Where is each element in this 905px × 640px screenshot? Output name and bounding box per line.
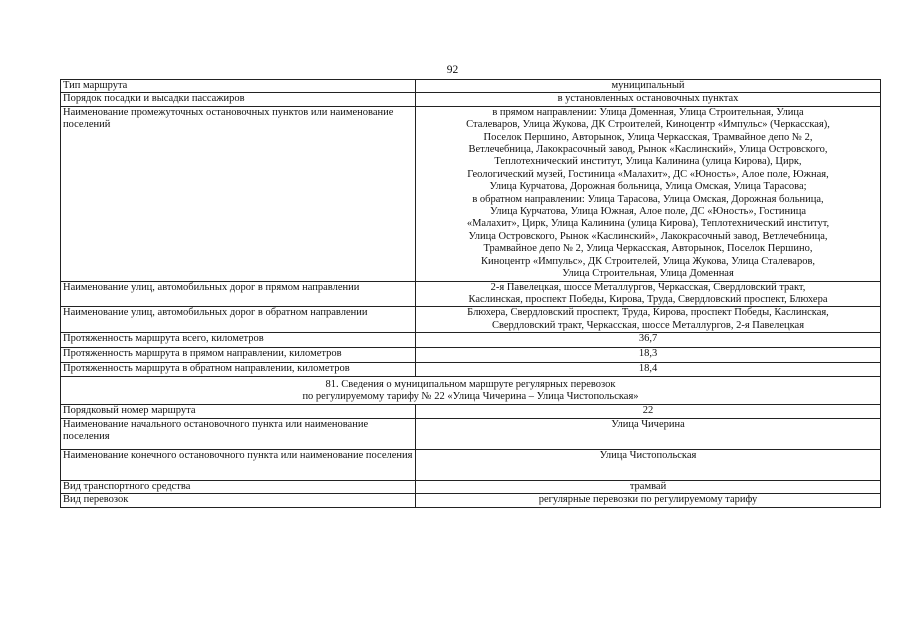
vehicle-type-label: Вид транспортного средства bbox=[61, 480, 416, 493]
table-row-vehicle-type bbox=[61, 480, 881, 493]
table-row-start-stop bbox=[61, 418, 881, 449]
table-row-end-stop bbox=[61, 449, 881, 480]
length-forward-label: Протяженность маршрута в прямом направлении, километров bbox=[61, 348, 416, 363]
streets-forward-line: Каслинская, проспект Победы, Кирова, Труда, Свердловский проспект, Блюхера bbox=[468, 293, 828, 305]
table-row-route-number bbox=[61, 405, 881, 418]
table-row-route-type bbox=[61, 80, 881, 93]
streets-forward-line: 2-я Павелецкая, шоссе Металлургов, Черкасская, Свердловский тракт, bbox=[490, 281, 806, 293]
table-row-streets-forward bbox=[61, 281, 881, 307]
transport-type-label: Вид перевозок bbox=[61, 494, 416, 507]
section-heading-line: по регулируемому тарифу № 22 «Улица Чичерина – Улица Чистопольская» bbox=[302, 390, 639, 402]
route-type-value: муниципальный bbox=[416, 80, 881, 93]
length-total-value: 36,7 bbox=[416, 333, 881, 348]
route-number-label: Порядковый номер маршрута bbox=[61, 405, 416, 418]
stops-line: «Малахит», Цирк, Улица Калинина (улица Кирова), Теплотехнический институт, bbox=[466, 218, 830, 230]
section-heading-line: 81. Сведения о муниципальном маршруте регулярных перевозок bbox=[325, 378, 616, 390]
stops-line: Геологический музей, Гостиница «Малахит», ДС «Юность», Алое поле, Южная, bbox=[467, 168, 829, 180]
table-row-length-total bbox=[61, 333, 881, 348]
stops-line: Киноцентр «Импульс», ДК Строителей, Улица Жукова, Улица Сталеваров, bbox=[480, 255, 816, 267]
table-row-length-forward bbox=[61, 348, 881, 363]
table-row-streets-backward bbox=[61, 307, 881, 333]
page-number: 92 bbox=[446, 64, 459, 76]
intermediate-stops-value bbox=[416, 106, 881, 281]
table-row-boarding-order bbox=[61, 93, 881, 106]
intermediate-stops-label: Наименование промежуточных остановочных пунктов или наименование поселений bbox=[61, 106, 416, 281]
length-total-label: Протяженность маршрута всего, километров bbox=[61, 333, 416, 348]
stops-line: Ветлечебница, Лакокрасочный завод, Рынок «Каслинский», Улица Островского, bbox=[468, 144, 828, 156]
streets-backward-value bbox=[416, 307, 881, 333]
vehicle-type-value: трамвай bbox=[416, 480, 881, 493]
streets-backward-line: Блюхера, Свердловский проспект, Труда, Кирова, проспект Победы, Каслинская, bbox=[467, 307, 829, 319]
section-heading-row bbox=[61, 376, 881, 405]
stops-line: Поселок Першино, Авторынок, Улица Черкасская, Трамвайное депо № 2, bbox=[483, 131, 813, 143]
stops-line: Улица Курчатова, Улица Южная, Алое поле, ДС «Юность», Гостиница bbox=[489, 206, 807, 218]
streets-backward-line: Свердловский тракт, Черкасская, шоссе Металлургов, 2-я Павелецкая bbox=[491, 319, 805, 331]
streets-backward-label: Наименование улиц, автомобильных дорог в обратном направлении bbox=[61, 307, 416, 333]
start-stop-value: Улица Чичерина bbox=[416, 418, 881, 449]
route-number-value: 22 bbox=[416, 405, 881, 418]
stops-line: в прямом направлении: Улица Доменная, Улица Строительная, Улица bbox=[492, 106, 804, 118]
streets-forward-value bbox=[416, 281, 881, 307]
table-row-length-backward bbox=[61, 363, 881, 376]
table-row-transport-type bbox=[61, 494, 881, 507]
transport-type-value: регулярные перевозки по регулируемому тарифу bbox=[416, 494, 881, 507]
boarding-order-value: в установленных остановочных пунктах bbox=[416, 93, 881, 106]
stops-line: Улица Островского, Рынок «Каслинский», Лакокрасочный завод, Ветлечебница, bbox=[468, 230, 828, 242]
stops-line: Трамвайное депо № 2, Улица Черкасская, Авторынок, Поселок Першино, bbox=[483, 243, 813, 255]
length-forward-value: 18,3 bbox=[416, 348, 881, 363]
boarding-order-label: Порядок посадки и высадки пассажиров bbox=[61, 93, 416, 106]
stops-line: Улица Курчатова, Дорожная больница, Улица Омская, Улица Тарасова; bbox=[489, 181, 807, 193]
end-stop-label: Наименование конечного остановочного пункта или наименование поселения bbox=[61, 449, 416, 480]
stops-line: Теплотехнический институт, Улица Калинина (улица Кирова), Цирк, bbox=[494, 156, 802, 168]
section-heading bbox=[61, 376, 881, 405]
stops-line: Улица Строительная, Улица Доменная bbox=[562, 268, 734, 280]
table-row-intermediate-stops bbox=[61, 106, 881, 281]
start-stop-label: Наименование начального остановочного пункта или наименование поселения bbox=[61, 418, 416, 449]
streets-forward-label: Наименование улиц, автомобильных дорог в прямом направлении bbox=[61, 281, 416, 307]
stops-line: Сталеваров, Улица Жукова, ДК Строителей, Киноцентр «Импульс» (Черкасская), bbox=[466, 119, 830, 131]
stops-line: в обратном направлении: Улица Тарасова, Улица Омская, Дорожная больница, bbox=[472, 193, 824, 205]
length-backward-label: Протяженность маршрута в обратном направлении, километров bbox=[61, 363, 416, 376]
end-stop-value: Улица Чистопольская bbox=[416, 449, 881, 480]
length-backward-value: 18,4 bbox=[416, 363, 881, 376]
route-type-label: Тип маршрута bbox=[61, 80, 416, 93]
route-info-table bbox=[60, 79, 881, 508]
